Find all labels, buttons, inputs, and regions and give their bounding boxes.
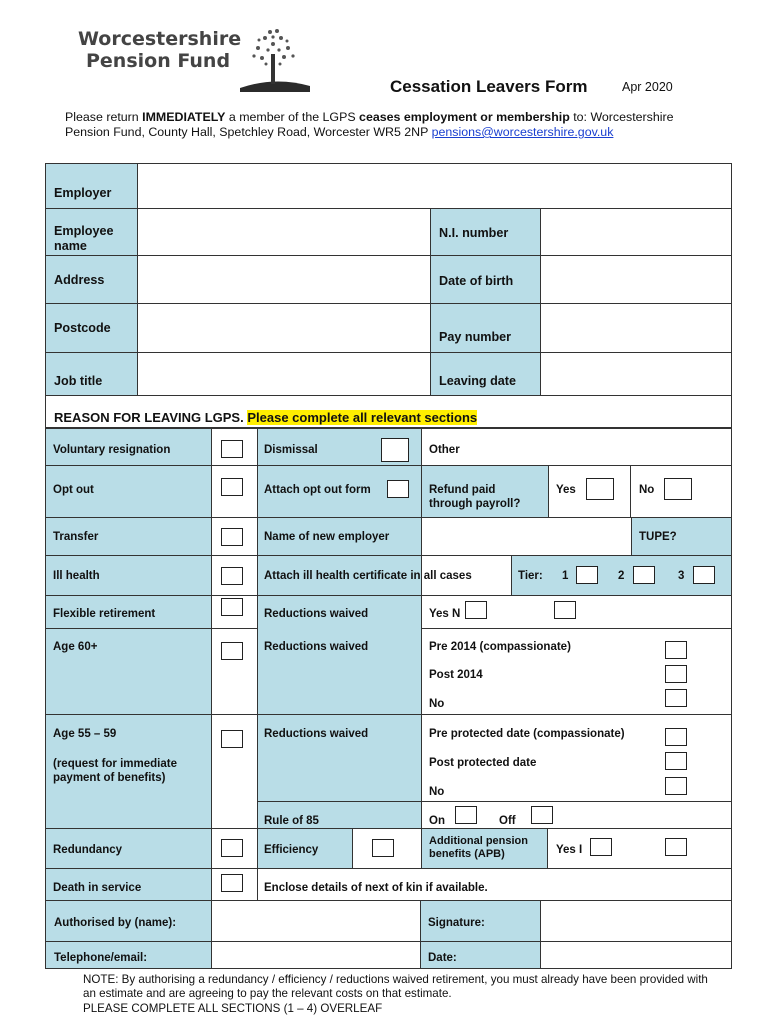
pay-number-label-cell xyxy=(430,303,541,353)
death-checkbox[interactable] xyxy=(221,874,243,892)
age55-reductions-label: Reductions waived xyxy=(264,728,369,740)
reason-heading-cell xyxy=(45,395,732,428)
post2014-label: Post 2014 xyxy=(429,669,483,681)
form-date: Apr 2020 xyxy=(622,80,673,94)
tier3-checkbox[interactable] xyxy=(693,566,715,584)
job-title-label: Job title xyxy=(54,374,103,388)
tier-label: Tier: xyxy=(518,570,543,582)
dismissal-label: Dismissal xyxy=(264,444,318,456)
opt-out-label: Opt out xyxy=(53,484,94,496)
age55-no-label: No xyxy=(429,786,445,798)
ill-health-checkbox[interactable] xyxy=(221,567,243,585)
intro-part2: a member of the LGPS xyxy=(225,110,360,124)
transfer-checkbox[interactable] xyxy=(221,528,243,546)
date-label: Date: xyxy=(428,952,457,964)
leaving-date-label: Leaving date xyxy=(439,374,516,388)
post-protected-label: Post protected date xyxy=(429,757,537,769)
tier1-label: 1 xyxy=(562,570,569,582)
authorised-label: Authorised by (name): xyxy=(54,917,177,929)
post2014-checkbox[interactable] xyxy=(665,665,687,683)
refund-no-checkbox[interactable] xyxy=(664,478,692,500)
flexible-reductions-label: Reductions waived xyxy=(264,608,369,620)
employer-field[interactable] xyxy=(137,163,732,209)
refund-yes-label: Yes xyxy=(556,484,576,496)
redundancy-label: Redundancy xyxy=(53,844,123,856)
intro-bold2: ceases employment or membership xyxy=(359,110,570,124)
attach-opt-out-label: Attach opt out form xyxy=(264,484,371,496)
redundancy-checkbox[interactable] xyxy=(221,839,243,857)
pre2014-checkbox[interactable] xyxy=(665,641,687,659)
rule85-off-checkbox[interactable] xyxy=(531,806,553,824)
authorised-label-cell xyxy=(45,900,212,942)
postcode-label-cell xyxy=(45,303,138,353)
pre-protected-checkbox[interactable] xyxy=(665,728,687,746)
tier1-checkbox[interactable] xyxy=(576,566,598,584)
intro-part3: to: Worcestershire Pension Fund, County Hall, Spetchley Road, Worcester WR5 2NP xyxy=(65,110,674,139)
date-label-cell xyxy=(420,941,541,969)
pay-number-field[interactable] xyxy=(540,303,732,353)
dob-label-cell xyxy=(430,255,541,304)
rule85-label: Rule of 85 xyxy=(264,815,319,827)
pay-number-label: Pay number xyxy=(439,330,512,344)
checkbox-col xyxy=(211,428,258,901)
pre2014-label: Pre 2014 (compassionate) xyxy=(429,641,571,653)
ill-health-label: Ill health xyxy=(53,570,100,582)
age55-checkbox[interactable] xyxy=(221,730,243,748)
intro-bold1: IMMEDIATELY xyxy=(142,110,226,124)
employee-name-field[interactable] xyxy=(137,208,431,256)
telephone-label: Telephone/email: xyxy=(54,952,148,964)
efficiency-label: Efficiency xyxy=(264,844,319,856)
transfer-label: Transfer xyxy=(53,531,99,543)
postcode-label: Postcode xyxy=(54,321,111,335)
ni-number-label-cell xyxy=(430,208,541,256)
row-divider xyxy=(45,714,732,715)
signature-label-cell xyxy=(420,900,541,942)
reason-highlight: Please complete all relevant sections xyxy=(247,410,478,425)
job-title-field[interactable] xyxy=(137,352,431,396)
row-divider xyxy=(45,628,258,629)
date-field[interactable] xyxy=(540,941,732,969)
refund-yes-checkbox[interactable] xyxy=(586,478,614,500)
opt-out-checkbox[interactable] xyxy=(221,478,243,496)
address-label: Address xyxy=(54,273,105,287)
apb-no-checkbox[interactable] xyxy=(665,838,687,856)
rule85-on-label: On xyxy=(429,815,445,827)
age60-no-checkbox[interactable] xyxy=(665,689,687,707)
signature-field[interactable] xyxy=(540,900,732,942)
tupe-label: TUPE? xyxy=(639,531,677,543)
telephone-field[interactable] xyxy=(211,941,421,969)
postcode-field[interactable] xyxy=(137,303,431,353)
age55-no-checkbox[interactable] xyxy=(665,777,687,795)
age60-no-label: No xyxy=(429,698,445,710)
tier2-checkbox[interactable] xyxy=(633,566,655,584)
employee-name-label: Employee name xyxy=(54,224,114,253)
age60-checkbox[interactable] xyxy=(221,642,243,660)
voluntary-checkbox[interactable] xyxy=(221,440,243,458)
apb-yes-label: Yes I xyxy=(556,844,583,856)
footer-overleaf: PLEASE COMPLETE ALL SECTIONS (1 – 4) OVERLEAF xyxy=(83,1002,383,1015)
signature-label: Signature: xyxy=(428,917,485,929)
employer-label-cell xyxy=(45,163,138,209)
row-divider xyxy=(257,801,732,802)
footer-note: NOTE: By authorising a redundancy / efficiency / reductions waived retirement, you must already have been provided with an estimate and are agreeing to pay the relevant costs on that estimate. xyxy=(83,973,708,1000)
row-divider xyxy=(421,628,732,629)
flexible-label: Flexible retirement xyxy=(53,608,156,620)
new-employer-label: Name of new employer xyxy=(264,531,390,543)
age55-label: Age 55 – 59 xyxy=(53,728,117,740)
dob-label: Date of birth xyxy=(439,274,514,288)
ni-number-field[interactable] xyxy=(540,208,732,256)
logo-text-line2: Pension Fund xyxy=(86,50,231,72)
age60-reductions-label: Reductions waived xyxy=(264,641,369,653)
leaving-date-field[interactable] xyxy=(540,352,732,396)
logo-text-line1: Worcestershire xyxy=(78,28,242,50)
ni-number-label: N.I. number xyxy=(439,226,509,240)
efficiency-checkbox[interactable] xyxy=(372,839,394,857)
apb-yes-checkbox[interactable] xyxy=(590,838,612,856)
pre-protected-label: Pre protected date (compassionate) xyxy=(429,728,625,740)
tree-logo-icon xyxy=(240,26,310,92)
enclose-label: Enclose details of next of kin if available. xyxy=(264,882,488,894)
dismissal-checkbox[interactable] xyxy=(381,438,409,462)
authorised-field[interactable] xyxy=(211,900,421,942)
intro-text xyxy=(65,110,715,140)
form-title: Cessation Leavers Form xyxy=(390,77,588,96)
flexible-checkbox[interactable] xyxy=(221,598,243,616)
dob-field[interactable] xyxy=(540,255,732,304)
death-label: Death in service xyxy=(53,882,142,894)
row-divider xyxy=(45,465,732,466)
other-label: Other xyxy=(429,444,460,456)
rule85-on-checkbox[interactable] xyxy=(455,806,477,824)
reason-col1 xyxy=(45,428,212,901)
employee-name-label-cell xyxy=(45,208,138,256)
job-title-label-cell xyxy=(45,352,138,396)
flexible-yes-checkbox[interactable] xyxy=(465,601,487,619)
tier2-label: 2 xyxy=(618,570,625,582)
post-protected-checkbox[interactable] xyxy=(665,752,687,770)
flexible-yes-label: Yes N xyxy=(429,608,461,620)
intro-part1: Please return xyxy=(65,110,143,124)
rule85-off-label: Off xyxy=(499,815,516,827)
address-label-cell xyxy=(45,255,138,304)
address-field[interactable] xyxy=(137,255,431,304)
age55-sublabel: (request for immediate payment of benefits) xyxy=(53,758,177,784)
tier3-label: 3 xyxy=(678,570,685,582)
attach-opt-out-checkbox[interactable] xyxy=(387,480,409,498)
col-divider xyxy=(630,465,631,518)
apb-label: Additional pension benefits (APB) xyxy=(429,835,528,860)
reason-heading xyxy=(54,410,477,425)
telephone-label-cell xyxy=(45,941,212,969)
row-divider xyxy=(45,517,732,518)
email-link[interactable]: pensions@worcestershire.gov.uk xyxy=(431,125,614,139)
voluntary-label: Voluntary resignation xyxy=(53,444,171,456)
leaving-date-label-cell xyxy=(430,352,541,396)
flexible-no-checkbox[interactable] xyxy=(554,601,576,619)
refund-paid-label: Refund paid through payroll? xyxy=(429,484,521,510)
attach-ill-label: Attach ill health certificate in all cases xyxy=(264,570,472,582)
reason-heading-text: REASON FOR LEAVING LGPS. xyxy=(54,410,244,425)
age60-label: Age 60+ xyxy=(53,641,98,653)
employer-label: Employer xyxy=(54,186,112,200)
refund-no-label: No xyxy=(639,484,655,496)
